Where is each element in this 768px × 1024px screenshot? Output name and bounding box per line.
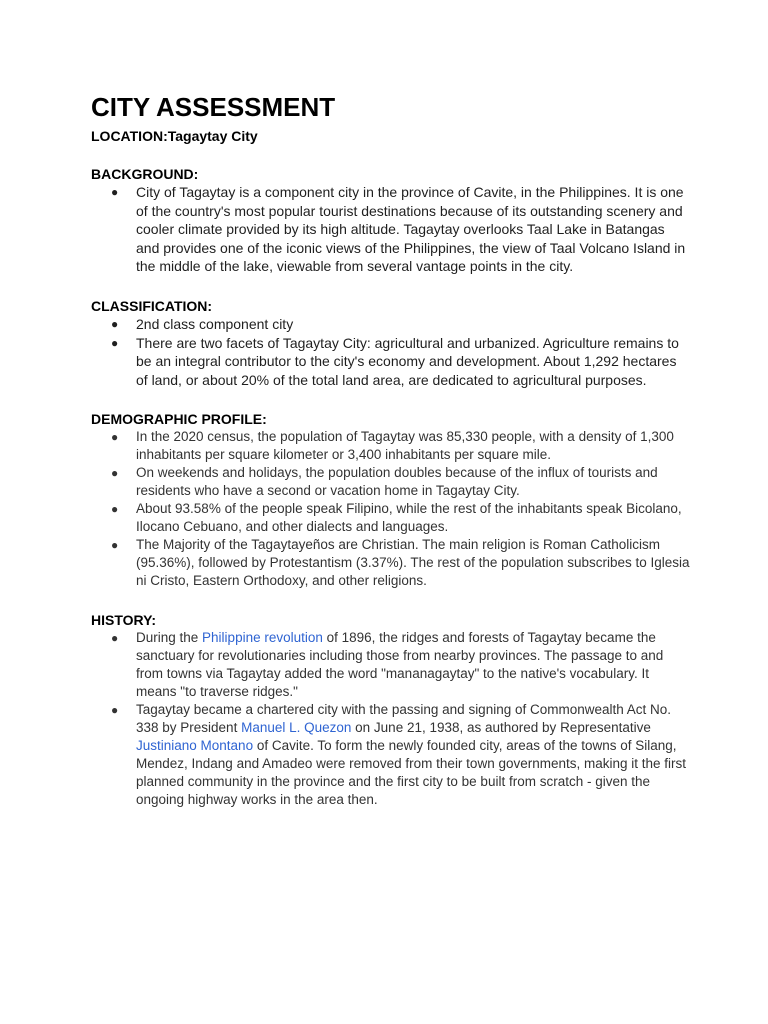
justiniano-montano-link[interactable]: Justiniano Montano — [136, 738, 254, 754]
list-item-text-part: on June 21, 1938, as authored by Representative — [351, 720, 651, 736]
list-item-text-part: Tagaytay became a chartered city with the passing and signing of Commonwealth Act No. 338 by President — [136, 702, 672, 736]
list-item-text: In the 2020 census, the population of Tagaytay was 85,330 people, with a density of 1,300 inhabitants per square kilometer or 3,400 inhabitants per square mile. — [136, 429, 674, 463]
classification-heading: CLASSIFICATION: — [91, 297, 213, 314]
history-list — [91, 629, 691, 809]
demographic-section — [91, 410, 691, 590]
list-item-text-part: of Cavite. To form the newly founded city, areas of the towns of Silang, Mendez, Indang and Amadeo were removed from their town governments, making it the first planned community in the province and the first city to be built from scratch - given the ongoing highway works in the area then. — [136, 738, 687, 808]
background-heading: BACKGROUND: — [91, 166, 199, 182]
bullet-icon: ● — [111, 430, 119, 445]
list-item-text: 2nd class component city — [136, 315, 294, 332]
classification-list — [91, 315, 691, 389]
list-item — [91, 701, 691, 809]
list-item-text-part: During the — [136, 630, 203, 646]
list-item — [91, 183, 691, 276]
document-body — [91, 92, 691, 809]
background-list — [91, 183, 691, 276]
list-item-text: About 93.58% of the people speak Filipino, while the rest of the inhabitants speak Bicolano, Ilocano Cebuano, and other dialects and languages. — [136, 501, 682, 535]
list-item — [91, 536, 691, 590]
list-item-text-part: of 1896, the ridges and forests of Tagaytay became the sanctuary for revolutionaries including those from nearby provinces. The passage to and from towns via Tagaytay added the word "mananagaytay" to the native's vocabulary. It means "to traverse ridges." — [136, 630, 664, 700]
list-item-text: City of Tagaytay is a component city in the province of Cavite, in the Philippines. It is one of the country's most popular tourist destinations because of its outstanding scenery and cooler climate provided by its high altitude. Tagaytay overlooks Taal Lake in Batangas and provides one of the iconic views of the Philippines, the view of Taal Volcano Island in the middle of the lake, viewable from several vantage points in the city. — [136, 184, 686, 275]
location-line: LOCATION:Tagaytay City — [91, 128, 258, 144]
history-section — [91, 611, 691, 809]
philippine-revolution-link[interactable]: Philippine revolution — [202, 630, 323, 646]
list-item-text: There are two facets of Tagaytay City: agricultural and urbanized. Agriculture remains to be an integral contributor to the city's economy and development. About 1,292 hectares of land, or about 20% of the total land area, are dedicated to agricultural purposes. — [136, 334, 679, 388]
manuel-quezon-link[interactable]: Manuel L. Quezon — [241, 720, 352, 736]
bullet-icon: ● — [111, 185, 119, 199]
history-heading: HISTORY: — [91, 612, 157, 629]
bullet-icon: ● — [111, 502, 119, 517]
list-item — [91, 428, 691, 464]
bullet-icon: ● — [111, 335, 119, 350]
list-item-text: On weekends and holidays, the population doubles because of the influx of tourists and residents who have a second or vacation home in Tagaytay City. — [136, 465, 658, 499]
bullet-icon: ● — [111, 631, 119, 646]
list-item — [91, 500, 691, 536]
list-item — [91, 315, 691, 334]
document-title: CITY ASSESSMENT — [91, 92, 336, 122]
bullet-icon: ● — [111, 316, 119, 331]
list-item — [91, 464, 691, 500]
list-item — [91, 334, 691, 390]
demographic-heading: DEMOGRAPHIC PROFILE: — [91, 411, 267, 428]
list-item — [91, 629, 691, 701]
demographic-list — [91, 428, 691, 590]
bullet-icon: ● — [111, 538, 119, 553]
classification-section — [91, 297, 691, 389]
background-section — [91, 165, 691, 276]
bullet-icon: ● — [111, 703, 119, 718]
list-item-text: The Majority of the Tagaytayeños are Christian. The main religion is Roman Catholicism (95.36%), followed by Protestantism (3.37%). The rest of the population subscribes to Iglesia ni Cristo, Eastern Orthodoxy, and other religions. — [136, 537, 690, 589]
bullet-icon: ● — [111, 466, 119, 481]
